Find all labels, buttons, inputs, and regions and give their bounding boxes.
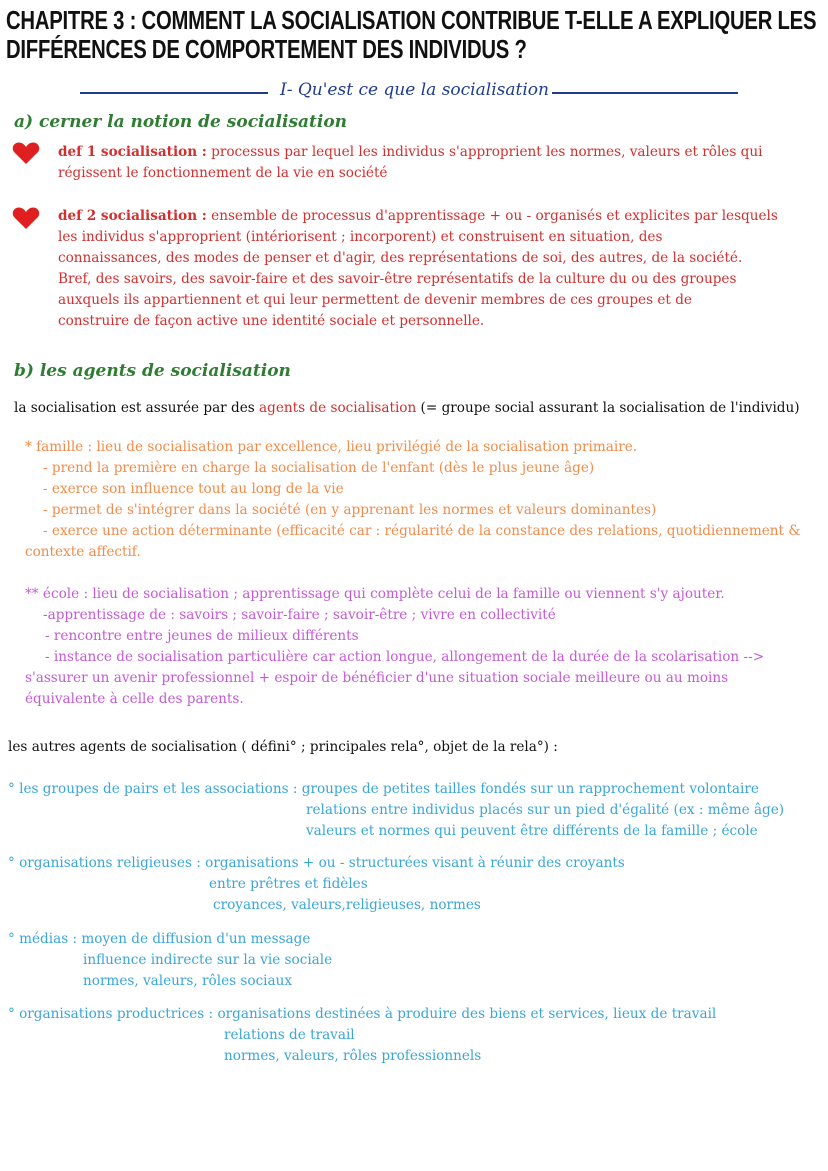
- intro-text: la socialisation est assurée par des: [14, 400, 260, 416]
- ecole-block: [25, 584, 825, 710]
- religieuses-line: entre prêtres et fidèles: [209, 876, 368, 892]
- intro-text: (= groupe social assurant la socialisation de l'individu): [416, 400, 800, 416]
- pairs-line: valeurs et normes qui peuvent être différents de la famille ; école: [306, 823, 758, 839]
- ecole-line: - instance de socialisation particulière car action longue, allongement de la durée de la scolarisation -->: [45, 649, 765, 665]
- religieuses-line: ° organisations religieuses : organisations + ou - structurées visant à réunir des croyants: [8, 855, 625, 871]
- def2-line: les individus s'approprient (intériorisent ; incorporent) et construisent en situation, des: [58, 229, 663, 245]
- ecole-line: s'assurer un avenir professionnel + espoir de bénéficier d'une situation sociale meilleure ou au moins: [25, 670, 729, 686]
- famille-line: - permet de s'intégrer dans la société (en y apprenant les normes et valeurs dominantes): [43, 502, 657, 518]
- medias-line: normes, valeurs, rôles sociaux: [83, 973, 293, 989]
- pairs-line: ° les groupes de pairs et les associations : groupes de petites tailles fondés sur un rapprochement volontaire: [8, 781, 759, 797]
- productrices-line: ° organisations productrices : organisations destinées à produire des biens et services, lieux de travail: [8, 1006, 717, 1022]
- title-line-2: DIFFÉRENCES DE COMPORTEMENT DES INDIVIDUS ?: [6, 34, 527, 64]
- def1-line: processus par lequel les individus s'approprient les normes, valeurs et rôles qui: [206, 144, 763, 160]
- page-title: [6, 5, 817, 64]
- autres-intro: les autres agents de socialisation ( défini° ; principales rela°, objet de la rela°) :: [8, 739, 558, 755]
- heart-icon: [12, 141, 40, 165]
- def2-line: Bref, des savoirs, des savoir-faire et des savoir-être représentatifs de la culture du ou des groupes: [58, 271, 737, 287]
- famille-line: - exerce une action déterminante (efficacité car : régularité de la constance des relations, quotidiennement &: [43, 523, 801, 539]
- def2-line: construire de façon active une identité sociale et personnelle.: [58, 313, 485, 329]
- section-rule-left: [80, 92, 268, 94]
- title-line-1: CHAPITRE 3 : COMMENT LA SOCIALISATION CONTRIBUE T-ELLE A EXPLIQUER LES: [6, 5, 817, 35]
- subheading-a: a) cerner la notion de socialisation: [14, 112, 348, 132]
- religieuses-line: croyances, valeurs,religieuses, normes: [213, 897, 481, 913]
- famille-block: [25, 437, 825, 563]
- subheading-b: b) les agents de socialisation: [14, 361, 291, 381]
- famille-line: - exerce son influence tout au long de la vie: [43, 481, 344, 497]
- pairs-line: relations entre individus placés sur un pied d'égalité (ex : même âge): [306, 802, 785, 818]
- section-heading: I- Qu'est ce que la socialisation: [280, 80, 549, 100]
- productrices-line: relations de travail: [224, 1027, 355, 1043]
- famille-line: - prend la première en charge la socialisation de l'enfant (dès le plus jeune âge): [43, 460, 595, 476]
- ecole-line: -apprentissage de : savoirs ; savoir-faire ; savoir-être ; vivre en collectivité: [43, 607, 556, 623]
- def1-line: régissent le fonctionnement de la vie en société: [58, 165, 388, 181]
- heart-icon: [12, 206, 40, 230]
- section-rule-right: [552, 92, 738, 94]
- agents-intro: [14, 398, 800, 419]
- medias-block: [8, 929, 332, 992]
- pairs-block: [8, 779, 784, 842]
- def2-line: auxquels ils appartiennent et qui leur permettent de devenir membres de ces groupes et de: [58, 292, 692, 308]
- definition-1: [58, 142, 762, 184]
- ecole-line: ** école : lieu de socialisation ; apprentissage qui complète celui de la famille ou viennent s'y ajouter.: [25, 586, 725, 602]
- def1-term: def 1 socialisation :: [58, 144, 207, 160]
- productrices-block: [8, 1004, 716, 1067]
- def2-line: connaissances, des modes de penser et d'agir, des représentations de soi, des autres, de la société.: [58, 250, 743, 266]
- def2-line: ensemble de processus d'apprentissage + ou - organisés et explicites par lesquels: [206, 208, 778, 224]
- ecole-line: équivalente à celle des parents.: [25, 691, 244, 707]
- religieuses-block: [8, 853, 625, 916]
- ecole-line: - rencontre entre jeunes de milieux différents: [45, 628, 359, 644]
- famille-line: contexte affectif.: [25, 544, 141, 560]
- medias-line: ° médias : moyen de diffusion d'un message: [8, 931, 311, 947]
- intro-highlight: agents de socialisation: [259, 400, 417, 416]
- medias-line: influence indirecte sur la vie sociale: [83, 952, 333, 968]
- productrices-line: normes, valeurs, rôles professionnels: [224, 1048, 482, 1064]
- def2-term: def 2 socialisation :: [58, 208, 207, 224]
- definition-2: [58, 206, 778, 332]
- famille-line: * famille : lieu de socialisation par excellence, lieu privilégié de la socialisation primaire.: [25, 439, 638, 455]
